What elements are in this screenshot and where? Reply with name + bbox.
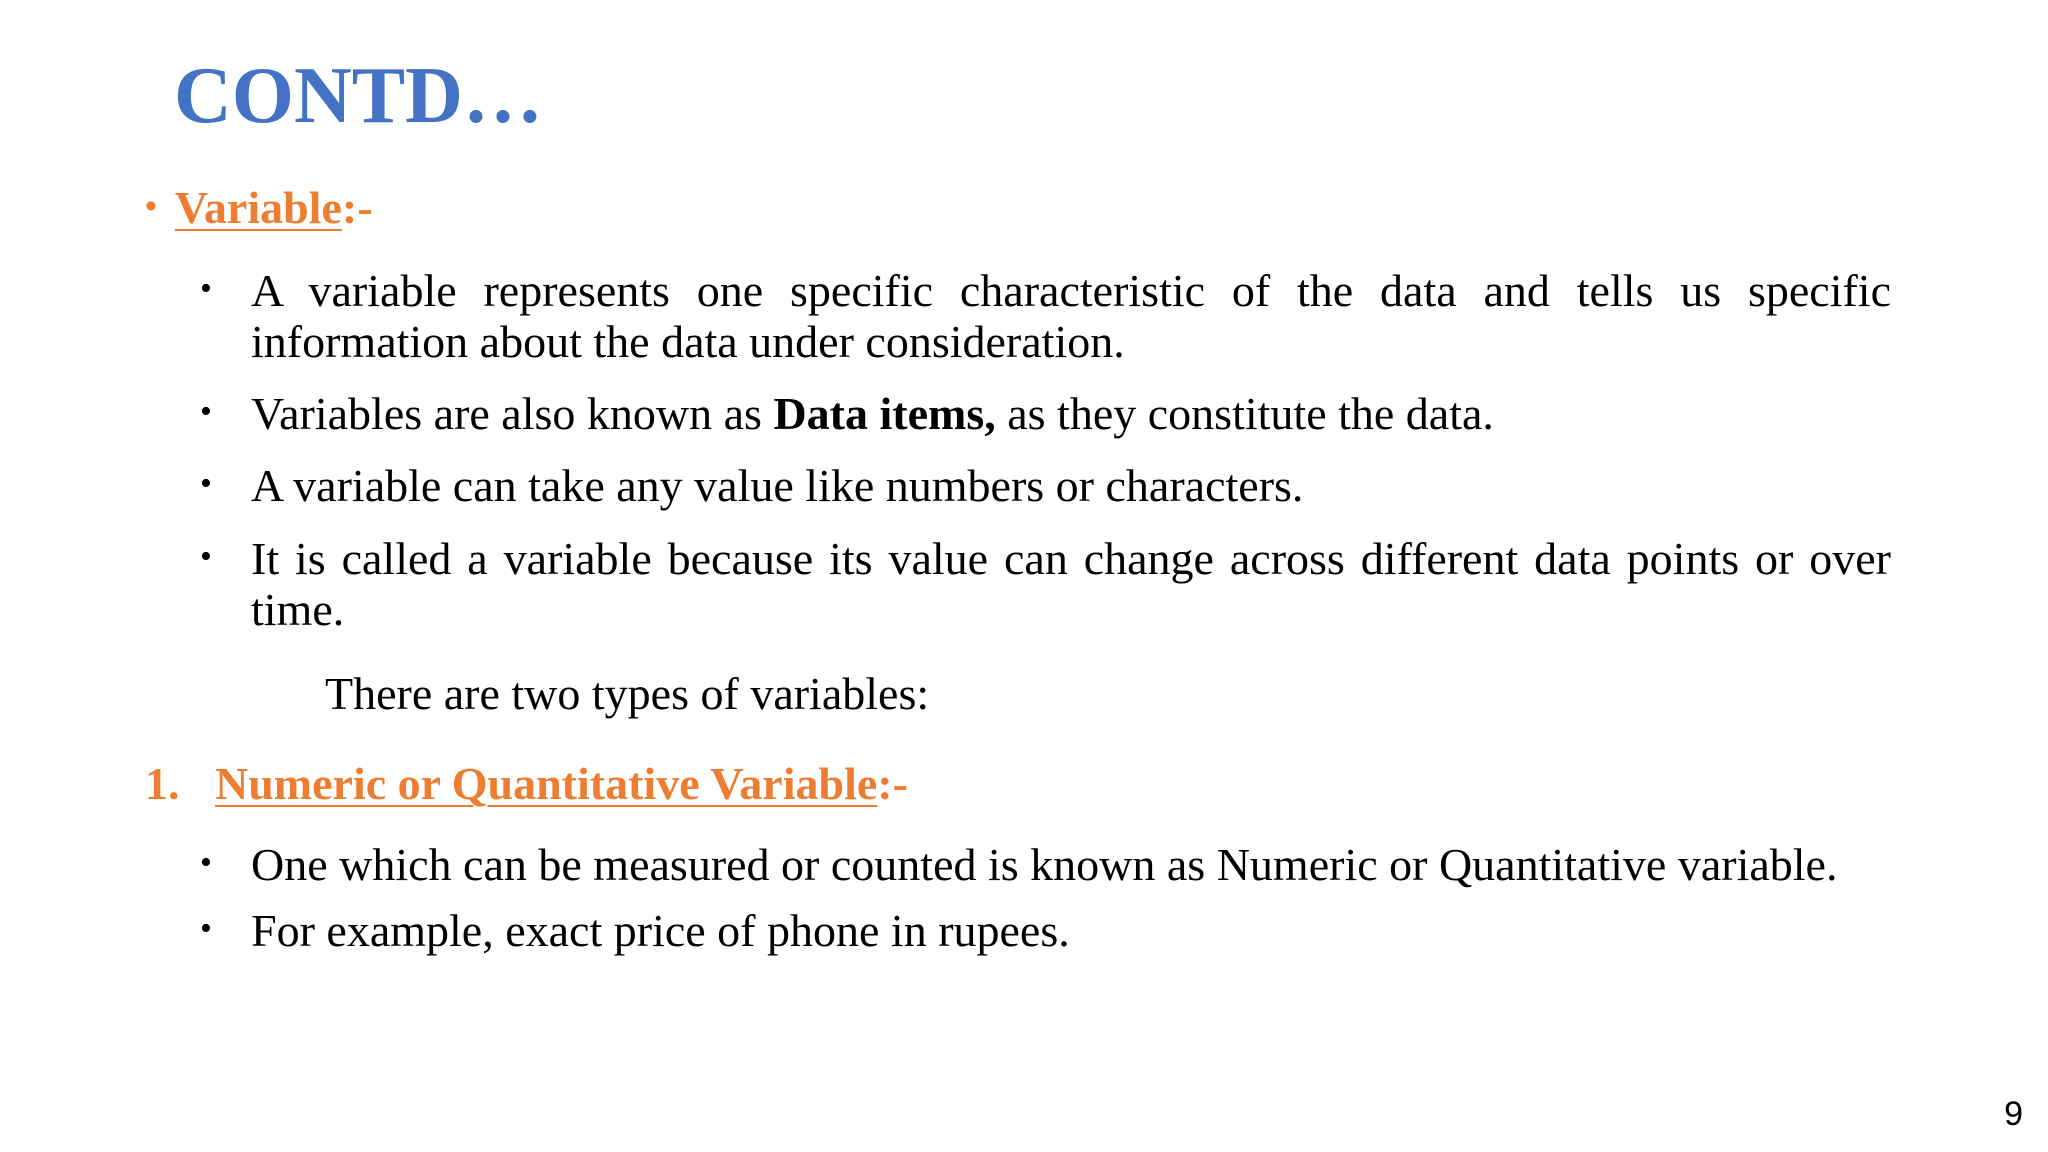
numeric-heading-label: Numeric or Quantitative Variable — [215, 758, 878, 809]
bullet-dot: • — [200, 393, 212, 430]
types-intro: There are two types of variables: — [325, 668, 930, 719]
bullet-dot: • — [200, 270, 212, 307]
variable-heading — [145, 180, 373, 235]
variable-bullet-1: A variable represents one specific characteristic of the data and tells us specific information about the data under consideration. — [251, 265, 1891, 367]
bullet-dot: • — [200, 538, 212, 575]
numeric-heading-suffix: :- — [877, 758, 908, 809]
numeric-bullet-2: For example, exact price of phone in rupees. — [251, 905, 1070, 956]
variable-bullet-2-after: as they constitute the data. — [995, 388, 1494, 439]
numeric-heading — [145, 756, 908, 811]
variable-heading-label: Variable — [174, 182, 342, 233]
variable-bullet-3: A variable can take any value like numbers or characters. — [251, 460, 1304, 511]
variable-heading-suffix: :- — [341, 182, 373, 233]
bullet-marker: • — [145, 188, 157, 225]
numeric-heading-number: 1. — [145, 758, 180, 809]
bullet-dot: • — [200, 844, 212, 881]
variable-bullet-4: It is called a variable because its value can change across different data points or over time. — [251, 533, 1891, 635]
slide-title: CONTD… — [174, 52, 543, 140]
bullet-dot: • — [200, 465, 212, 502]
numeric-bullet-1: One which can be measured or counted is known as Numeric or Quantitative variable. — [251, 839, 1838, 890]
variable-bullet-2-before: Variables are also known as — [251, 388, 774, 439]
data-items-term: Data items, — [773, 388, 996, 439]
page-number: 9 — [2004, 1095, 2023, 1133]
bullet-dot: • — [200, 910, 212, 947]
variable-bullet-2 — [251, 388, 1891, 439]
